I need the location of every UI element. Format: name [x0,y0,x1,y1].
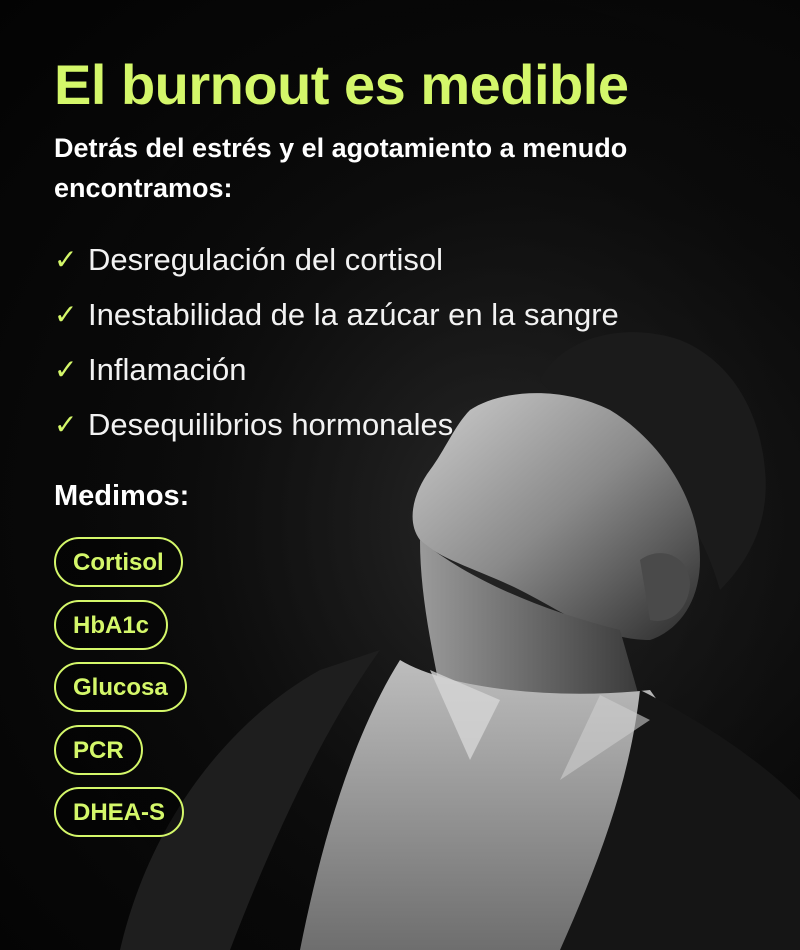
measures-heading: Medimos: [54,480,190,512]
checkmark-icon: ✓ [54,244,78,275]
measure-pill-glucosa: Glucosa [54,662,187,712]
checkmark-icon: ✓ [54,409,78,440]
measures-list [54,537,187,850]
subtitle: Detrás del estrés y el agotamiento a menudo encontramos: [54,133,628,203]
checklist-item [54,232,619,287]
checkmark-icon: ✓ [54,354,78,385]
checkmark-icon: ✓ [54,299,78,330]
checklist-item [54,397,619,452]
measure-pill-cortisol: Cortisol [54,537,183,587]
page-title: El burnout es medible [54,53,629,116]
symptom-checklist [54,232,619,452]
checklist-item-label: Desequilibrios hormonales [88,406,454,442]
measure-pill-hba1c: HbA1c [54,600,168,650]
checklist-item [54,287,619,342]
checklist-item [54,342,619,397]
checklist-item-label: Inflamación [88,351,247,387]
checklist-item-label: Desregulación del cortisol [88,241,443,277]
measure-pill-pcr: PCR [54,725,143,775]
checklist-item-label: Inestabilidad de la azúcar en la sangre [88,296,619,332]
measure-pill-dhea-s: DHEA-S [54,787,184,837]
